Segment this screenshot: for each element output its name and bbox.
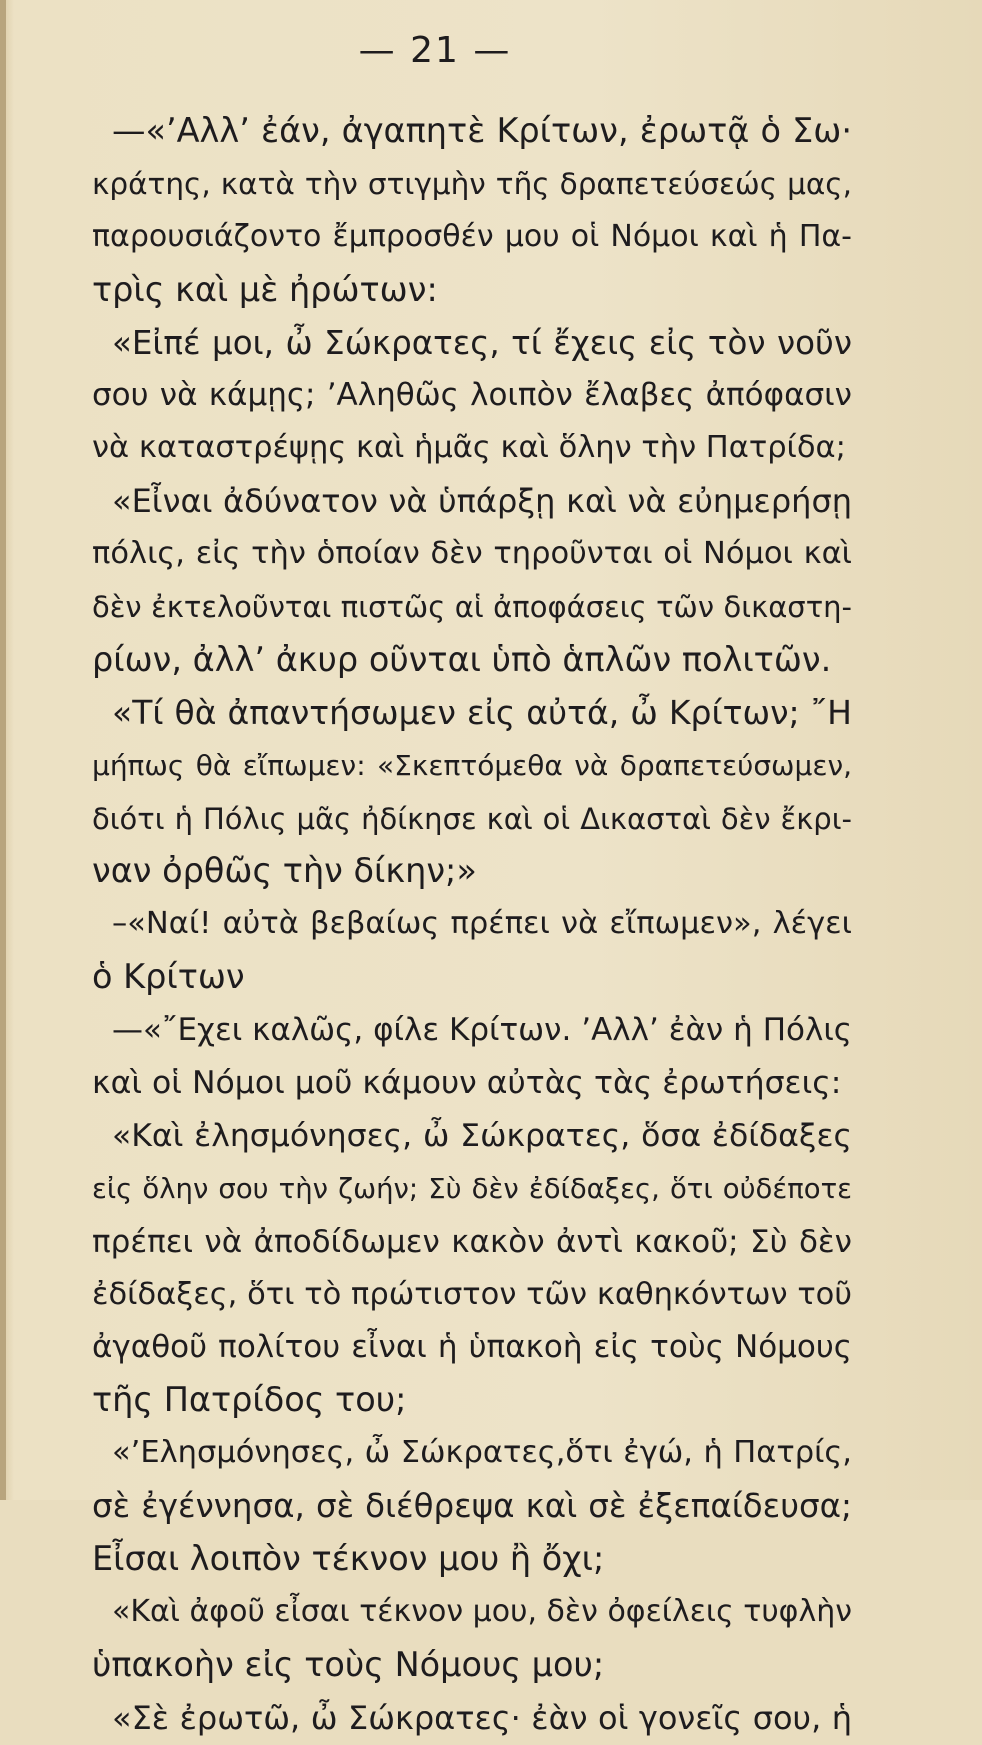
text-line: νὰ καταστρέψῃς καὶ ἡμᾶς καὶ ὅλην τὴν Πατρίδα; — [92, 430, 846, 466]
binding-edge — [0, 0, 6, 1500]
body-text — [92, 105, 852, 1745]
text-line: ἀγαθοῦ πολίτου εἶναι ἡ ὑπακοὴ εἰς τοὺς Νόμους — [92, 1329, 852, 1366]
text-line: ναν ὀρθῶς τὴν δίκην;» — [92, 851, 477, 891]
text-line: «Εἶναι ἀδύνατον νὰ ὑπάρξῃ καὶ νὰ εὐημερήσῃ — [112, 482, 852, 521]
text-line: ρίων, ἀλλ’ ἀκυρ οῦνται ὑπὸ ἁπλῶν πολιτῶν. — [92, 639, 832, 679]
text-line: κράτης, κατὰ τὴν στιγμὴν τῆς δραπετεύσεώς μας, — [92, 166, 852, 201]
text-line: πρέπει νὰ ἀποδίδωμεν κακὸν ἀντὶ κακοῦ; Σὺ δὲν — [92, 1223, 852, 1260]
text-line: δὲν ἐκτελοῦνται πιστῶς αἱ ἀποφάσεις τῶν δικαστη- — [92, 590, 852, 625]
text-line: σου νὰ κάμῃς; ’Αληθῶς λοιπὸν ἔλαβες ἀπόφασιν — [92, 377, 852, 414]
text-line: «Σὲ ἐρωτῶ, ὦ Σώκρατες· ἐὰν οἱ γονεῖς σου, ἡ — [112, 1698, 852, 1737]
page-number: — 21 — — [358, 30, 512, 71]
text-line: –«Ναί! αὐτὰ βεβαίως πρέπει νὰ εἴπωμεν», λέγει — [112, 906, 852, 942]
text-line: ὁ Κρίτων — [92, 957, 245, 997]
text-line: παρουσιάζοντο ἔμπροσθέν μου οἱ Νόμοι καὶ ἡ Πα- — [92, 218, 852, 254]
text-line: ἐδίδαξες, ὅτι τὸ πρώτιστον τῶν καθηκόντων τοῦ — [92, 1276, 852, 1312]
text-line: —«῎Εχει καλῶς, φίλε Κρίτων. ’Αλλ’ ἐὰν ἡ Πόλις — [112, 1012, 852, 1049]
text-line: «Καὶ ἀφοῦ εἶσαι τέκνον μου, δὲν ὀφείλεις τυφλὴν — [112, 1593, 852, 1629]
text-line: τῆς Πατρίδος του; — [92, 1380, 407, 1420]
text-line: «Καὶ ἐλησμόνησες, ὦ Σώκρατες, ὅσα ἐδίδαξες — [112, 1117, 852, 1154]
text-line: σὲ ἐγέννησα, σὲ διέθρεψα καὶ σὲ ἐξεπαίδευσα; — [92, 1487, 852, 1526]
text-line: πόλις, εἰς τὴν ὁποίαν δὲν τηροῦνται οἱ Νόμοι καὶ — [92, 536, 852, 572]
text-line: διότι ἡ Πόλις μᾶς ἠδίκησε καὶ οἱ Δικασταὶ δὲν ἔκρι- — [92, 801, 852, 836]
text-line: «Εἰπέ μοι, ὦ Σώκρατες, τί ἔχεις εἰς τὸν νοῦν — [112, 323, 852, 362]
text-line: εἰς ὅλην σου τὴν ζωήν; Σὺ δὲν ἐδίδαξες, ὅτι οὐδέποτε — [92, 1172, 852, 1205]
text-line: Εἶσαι λοιπὸν τέκνον μου ἢ ὄχι; — [92, 1539, 605, 1579]
text-line: τρὶς καὶ μὲ ἠρώτων: — [92, 269, 438, 309]
text-line: μήπως θὰ εἴπωμεν: «Σκεπτόμεθα νὰ δραπετεύσωμεν, — [92, 748, 852, 782]
text-line: —«’Αλλ’ ἐάν, ἀγαπητὲ Κρίτων, ἐρωτᾷ ὁ Σω· — [112, 111, 852, 150]
text-line: καὶ οἱ Νόμοι μοῦ κάμουν αὐτὰς τὰς ἐρωτήσεις: — [92, 1065, 842, 1102]
text-line: «Τί θὰ ἀπαντήσωμεν εἰς αὐτά, ὦ Κρίτων; ῎Η — [112, 692, 852, 732]
text-line: ὑπακοὴν εἰς τοὺς Νόμους μου; — [92, 1644, 605, 1684]
text-line: «’Ελησμόνησες, ὦ Σώκρατες,ὅτι ἐγώ, ἡ Πατρίς, — [112, 1435, 852, 1471]
